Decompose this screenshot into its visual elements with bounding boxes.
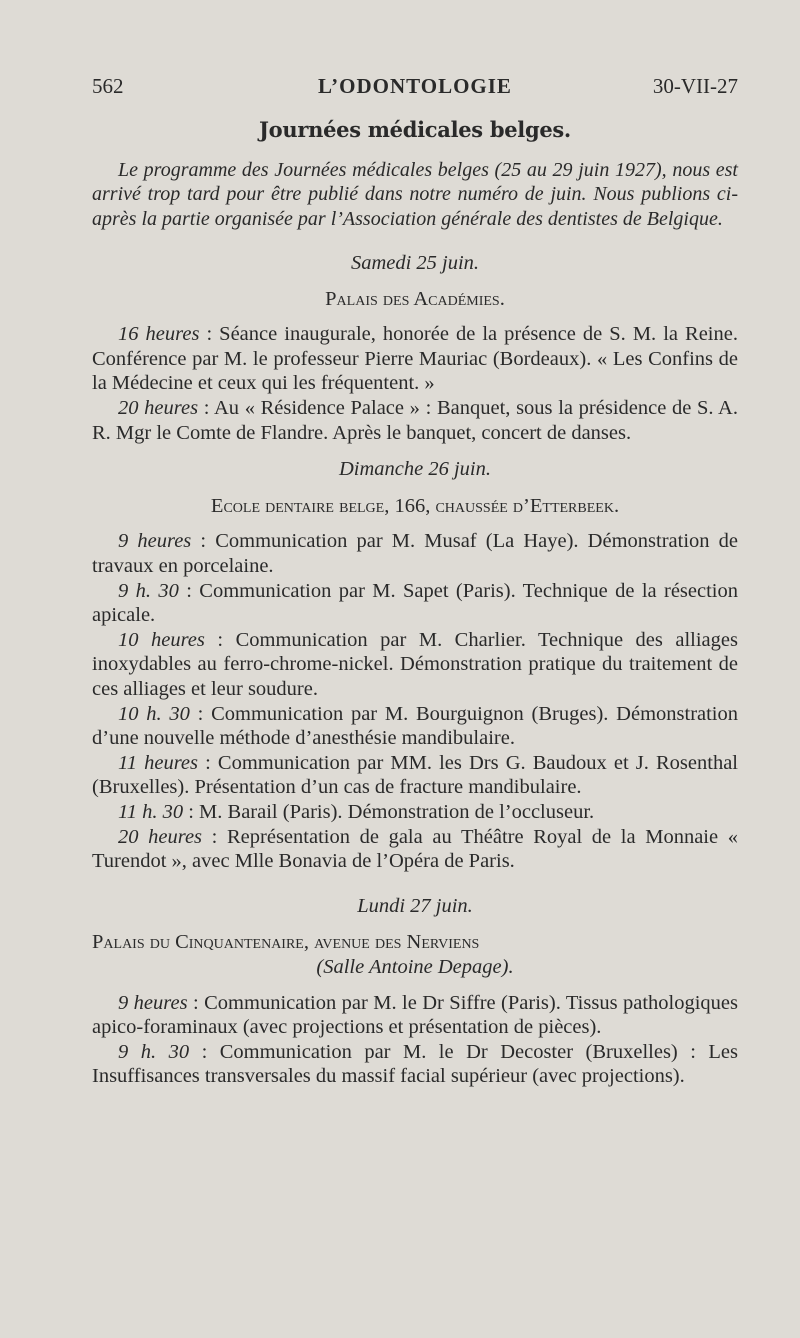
- entry-text: : Communication par M. Musaf (La Haye). Démonstration de travaux en porcelaine.: [92, 530, 738, 578]
- entry-text: : Communication par M. le Dr Decoster (Bruxelles) : Les Insuffisances transversales du massif facial supérieur (avec projections).: [92, 1040, 738, 1088]
- journal-title: L’ODONTOLOGIE: [318, 74, 512, 98]
- venue-sunday: Ecole dentaire belge, 166, chaussée d’Etterbeek.: [210, 494, 620, 517]
- entry-time: 9 h. 30: [118, 579, 179, 602]
- program-entry: [92, 579, 738, 628]
- entry-time: 9 heures: [118, 530, 192, 553]
- entry-time: 9 h. 30: [118, 1040, 190, 1063]
- entry-text: : Communication par M. Sapet (Paris). Technique de la résection apicale.: [92, 579, 738, 627]
- entry-text: : Communication par MM. les Drs G. Baudoux et J. Rosenthal (Bruxelles). Présentation d’un cas de fracture mandibulaire.: [92, 751, 738, 799]
- entry-time: 11 heures: [118, 751, 198, 774]
- entry-time: 11 h. 30: [118, 800, 184, 823]
- entry-time: 20 heures: [118, 825, 203, 848]
- program-entry: [92, 1040, 738, 1089]
- program-entry: [92, 825, 738, 874]
- program-entry: [92, 628, 738, 702]
- entry-text: : Au « Résidence Palace » : Banquet, sous la présidence de S. A. R. Mgr le Comte de Flandre. Après le banquet, concert de danses.: [92, 397, 738, 444]
- day-heading-sunday: Dimanche 26 juin.: [338, 458, 492, 481]
- program-entry: [92, 529, 738, 578]
- day-heading-monday: Lundi 27 juin.: [357, 894, 473, 917]
- entry-text: : Communication par M. Bourguignon (Bruges). Démonstration d’une nouvelle méthode d’anesthésie mandibulaire.: [92, 702, 739, 750]
- entry-time: 20 heures: [118, 397, 199, 420]
- issue-date: 30-VII-27: [652, 74, 738, 98]
- program-entry: [92, 751, 738, 800]
- program-entry: [92, 800, 738, 825]
- page-number: 562: [92, 74, 124, 98]
- program-entry: [92, 991, 738, 1040]
- program-entry: [92, 702, 738, 751]
- day-heading-saturday: Samedi 25 juin.: [350, 252, 480, 275]
- entry-text: : Représentation de gala au Théâtre Royal de la Monnaie « Turendot », avec Mlle Bonavia de l’Opéra de Paris.: [92, 825, 738, 873]
- venue-monday: Palais du Cinquantenaire, avenue des Nerviens: [92, 931, 480, 954]
- entry-time: 10 heures: [118, 628, 205, 651]
- entry-text: : Communication par M. Charlier. Technique des alliages inoxydables au ferro-chrome-nickel. Démonstration pratique du traitement de ces alliages et leur soudure.: [92, 628, 738, 700]
- intro-paragraph: Le programme des Journées médicales belges (25 au 29 juin 1927), nous est arrivé trop tard pour être publié dans notre numéro de juin. Nous publions ci-après la partie organisée par l’Association générale des dentistes de Belgique.: [92, 158, 738, 230]
- entry-text: : Séance inaugurale, honorée de la présence de S. M. la Reine. Conférence par M. le professeur Pierre Mauriac (Bordeaux). « Les Confins de la Médecine et ceux qui les fréquentent. »: [92, 323, 738, 395]
- running-header: [92, 74, 738, 102]
- entry-time: 9 heures: [118, 991, 188, 1014]
- entry-time: 16 heures: [118, 323, 200, 346]
- entry-text: : Communication par M. le Dr Siffre (Paris). Tissus pathologiques apico-foraminaux (avec projections et présentation de pièces).: [92, 991, 738, 1039]
- article-body: [92, 118, 738, 1089]
- entry-time: 10 h. 30: [118, 702, 190, 725]
- venue-room-monday: (Salle Antoine Depage).: [316, 955, 514, 978]
- program-entry: [92, 322, 738, 396]
- entry-text: : M. Barail (Paris). Démonstration de l’occluseur.: [183, 800, 595, 823]
- venue-saturday: Palais des Académies.: [325, 287, 505, 310]
- program-entry: [92, 396, 738, 445]
- article-title: Journées médicales belges.: [259, 117, 571, 142]
